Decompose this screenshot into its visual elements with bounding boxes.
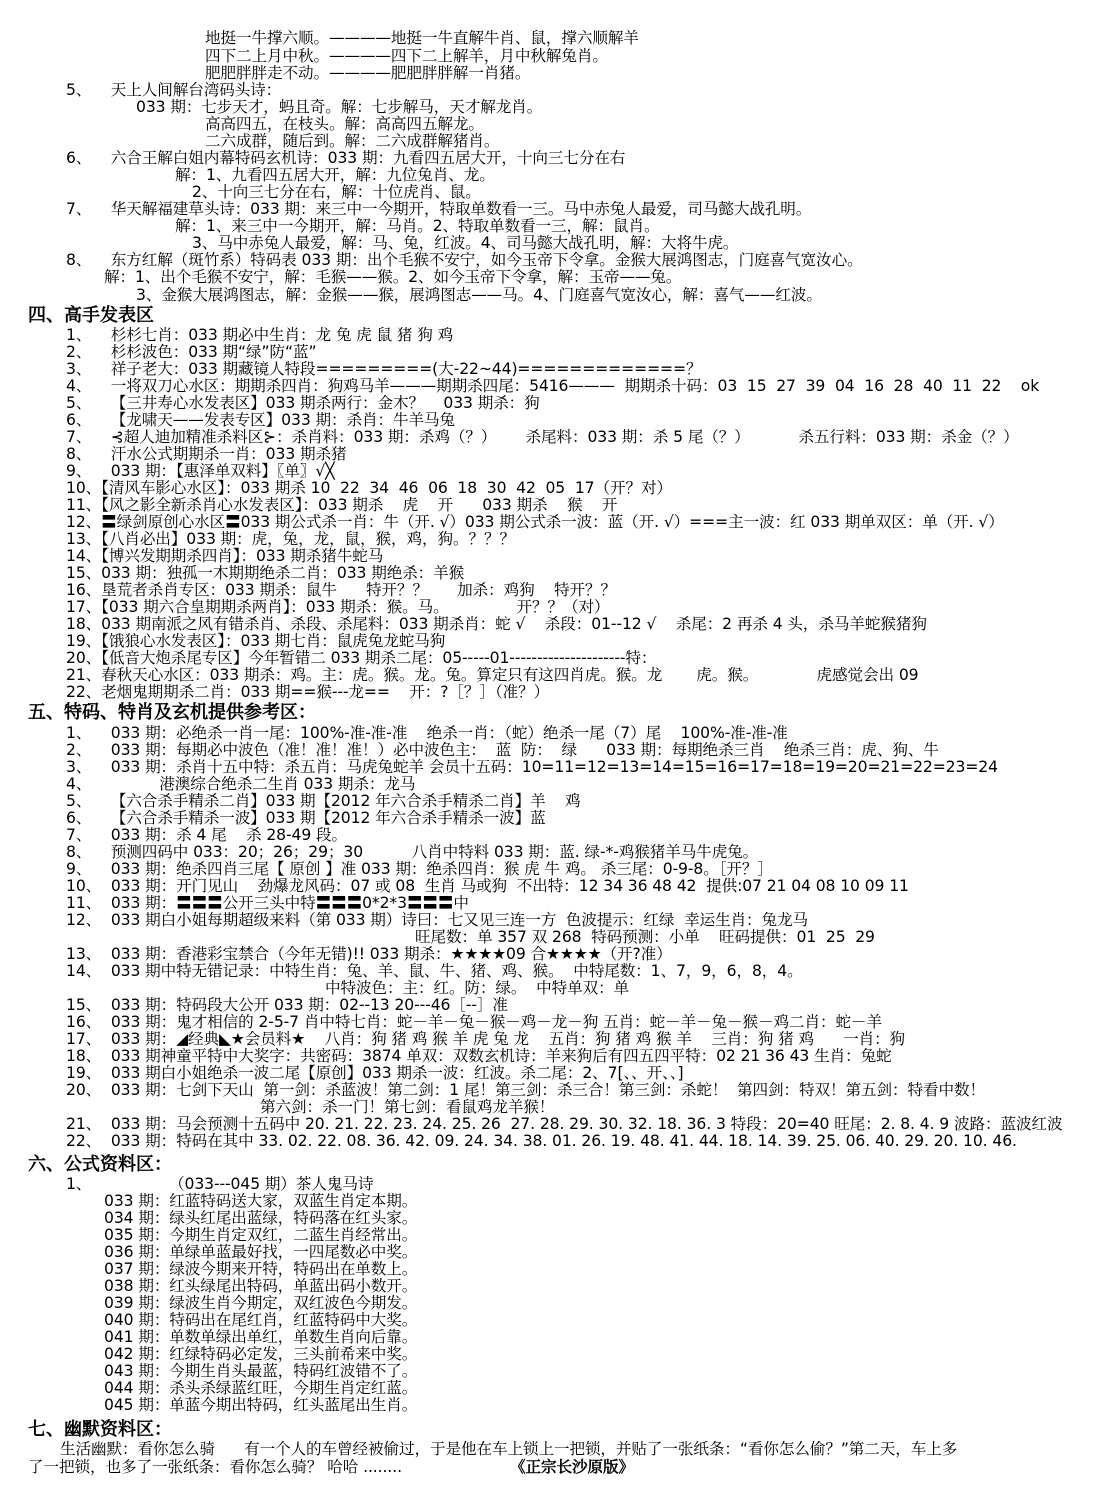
text-line: 18、 033 期神童平特中大奖字：共密码：3874 单双：双数玄机诗：羊来狗后有四五四平特：02 21 36 43 生肖：兔蛇 <box>66 1047 892 1065</box>
text-line: 7、 华天解福建草头诗：033 期：来三中一今期开，特取单数看一三。马中赤兔人最爱，司马懿大战孔明。 <box>66 200 812 218</box>
text-line: 22、老烟鬼期期杀二肖：033 期==猴---龙== 开：?［？］（准？） <box>66 683 550 701</box>
text-line: 2、 033 期：每期必中波色（准！准！准！）必中波色主： 蓝 防： 绿 033 期：每期绝杀三肖 绝杀三肖：虎、狗、牛 <box>66 741 939 759</box>
text-line: 中特波色：主：红。防：绿。 中特单双：单 <box>325 979 630 997</box>
text-line: 037 期：绿波今期来开特，特码出在单数上。 <box>104 1260 418 1278</box>
text-line: 034 期：绿头红尾出蓝绿，特码落在红头家。 <box>104 1209 418 1227</box>
text-line: 17、【033 期六合皇期期杀两肖】：033 期杀：猴。马。 开？？（对） <box>66 598 610 616</box>
text-line: 3、 祥子老大：033 期藏镜人特段=========(大-22~44)=============？ <box>66 360 702 378</box>
text-line: 4、 港澳综合绝杀二生肖 033 期杀：龙马 <box>66 775 416 793</box>
text-line: 4、 一将双刀心水区：期期杀四肖：狗鸡马羊———期期杀四尾：5416——— 期期杀十码：03 15 27 39 04 16 28 40 11 22 ok <box>66 377 1040 395</box>
text-line: 043 期：今期生肖头最蓝，特码红波错不了。 <box>104 1362 418 1380</box>
text-line: 16、 033 期：鬼才相信的 2-5-7 肖中特七肖：蛇－羊－兔－猴－鸡－龙－狗 五肖：蛇－羊－兔－猴－鸡二肖：蛇－羊 <box>66 1013 882 1031</box>
text-line: 二六成群，随后到。解：二六成群解猪肖。 <box>205 132 500 150</box>
text-line: 033 期：红蓝特码送大家，双蓝生肖定本期。 <box>104 1192 418 1210</box>
text-line: 21、春秋天心水区：033 期杀：鸡。主：虎。猴。龙。兔。算定只有这四肖虎。猴。龙 虎。猴。 虎感觉会出 09 <box>66 666 919 684</box>
text-line: 15、 033 期：特码段大公开 033 期：02--13 20---46［--］准 <box>66 996 508 1014</box>
text-line: 3、金猴大展鸿图志，解：金猴——猴，展鸿图志——马。4、门庭喜气宽汝心，解：喜气——红波。 <box>136 286 822 304</box>
text-line: 7、 ⊰超人迪加精准杀料区⊱：杀肖料：033 期：杀鸡（？） 杀尾料：033 期：杀 5 尾（？） 杀五行料：033 期：杀金（？） <box>66 428 1019 446</box>
text-line: 高高四五，在枝头。解：高高四五解龙。 <box>205 115 484 133</box>
text-line: 2、 杉杉波色：033 期“绿”防“蓝” <box>66 343 317 361</box>
text-line: 7、 033 期：杀 4 尾 杀 28-49 段。 <box>66 826 348 844</box>
text-line: 044 期：杀头杀绿蓝红旺，今期生肖定红蓝。 <box>104 1379 418 1397</box>
text-line: 生活幽默：看你怎么骑 有一个人的车曾经被偷过，于是他在车上锁上一把锁，并贴了一张纸条：“看你怎么偷？”第二天，车上多 <box>60 1440 958 1458</box>
section-heading: 六、公式资料区： <box>28 1154 172 1175</box>
text-line: 2、十向三七分在右，解：十位虎肖、鼠。 <box>192 183 481 201</box>
text-line: 9、 033 期：【惠泽单双料】〖单〗√╳ <box>66 462 335 480</box>
text-line: 5、 【六合杀手精杀二肖】033 期【2012 年六合杀手精杀二肖】羊 鸡 <box>66 792 581 810</box>
text-line: 8、 东方红解（斑竹系）特码表 033 期：出个毛猴不安宁，如今玉帝下令拿。金猴大展鸿图志，门庭喜气宽汝心。 <box>66 251 863 269</box>
text-line: 8、 预测四码中 033：20；26；29；30 八肖中特料 033 期：蓝. 绿-*-鸡猴猪羊马牛虎兔。 <box>66 843 759 861</box>
text-line: 13、【八肖必出】033 期：虎，兔，龙，鼠，猴，鸡，狗。？？？ <box>66 530 516 548</box>
text-line: 1、 033 期：必绝杀一肖一尾：100%-准-准-准 绝杀一肖：（蛇）绝杀一尾（7）尾 100%-准-准-准 <box>66 724 788 742</box>
text-line: 040 期：特码出在尾红肖，红蓝特码中大奖。 <box>104 1311 418 1329</box>
text-line: 旺尾数：单 357 双 268 特码预测：小单 旺码提供：01 25 29 <box>415 928 875 946</box>
text-line: 解：1、来三中一今期开，解：马肖。2、特取单数看一三，解：鼠肖。 <box>175 217 660 235</box>
text-line: 解：1、九看四五居大开，解：九位兔肖、龙。 <box>175 166 495 184</box>
section-heading: 七、幽默资料区： <box>28 1419 172 1440</box>
text-line: 035 期：今期生肖定双红，二蓝生肖经常出。 <box>104 1226 418 1244</box>
text-line: 21、 033 期：马会预测十五码中 20. 21. 22. 23. 24. 25. 26 27. 28. 29. 30. 32. 18. 36. 3 特段：20=40 旺尾：2. 8. 4. 9 波路：蓝波红波 <box>66 1115 1063 1133</box>
text-line: 11、 033 期：〓〓〓公开三头中特〓〓〓0*2*3〓〓〓中 <box>66 894 469 912</box>
text-line: 033 期：七步天才，蚂且奇。解：七步解马，天才解龙肖。 <box>136 98 543 116</box>
text-line: 20、【低音大炮杀尾专区】今年暂错二 033 期杀二尾：05-----01---------------------特： <box>66 649 657 667</box>
text-line: 038 期：红头绿尾出特码，单蓝出码小数开。 <box>104 1277 418 1295</box>
text-line: 12、〓绿剑原创心水区〓033 期公式杀一肖：牛（开. √）033 期公式杀一波：蓝（开. √）===主一波：红 033 期单双区：单（开. √） <box>66 513 1004 531</box>
text-line: 19、【饿狼心水发表区】：033 期七肖：鼠虎兔龙蛇马狗 <box>66 632 446 650</box>
text-line: 解：1、出个毛猴不安宁，解：毛猴——猴。2、如今玉帝下令拿，解：玉帝——兔。 <box>104 268 682 286</box>
text-line: 10、 033 期：开门见山 劲爆龙风码：07 或 08 生肖 马或狗 不出特：12 34 36 48 42 提供:07 21 04 08 10 09 11 <box>66 877 909 895</box>
text-line: 036 期：单绿单蓝最好找，一四尾数必中奖。 <box>104 1243 418 1261</box>
text-line: 13、 033 期：香港彩宝禁合（今年无错)!! 033 期杀：★★★★09 合★★★★（开?准） <box>66 945 672 963</box>
text-line: 5、 【三井寿心水发表区】033 期杀两行：金木？ 033 期杀：狗 <box>66 394 540 412</box>
text-line: 16、垦荒者杀肖专区：033 期杀：鼠牛 特开？？ 加杀：鸡狗 特开？？ <box>66 581 617 599</box>
text-line: 3、马中赤兔人最爱，解：马、兔，红波。4、司马懿大战孔明，解：大将牛虎。 <box>192 234 739 252</box>
text-line: 18、033 期南派之风有错杀肖、杀段、杀尾料：033 期杀肖：蛇 √ 杀段：01--12 √ 杀尾：2 再杀 4 头，杀马羊蛇猴猪狗 <box>66 615 927 633</box>
text-line: 8、 汗水公式期期杀一肖：033 期杀猪 <box>66 445 347 463</box>
text-line: 19、 033 期白小姐绝杀一波二尾【原创】033 期杀一波：红波。杀二尾：2、7[、、开、、] <box>66 1064 684 1082</box>
text-line: 12、 033 期白小姐每期超级来料（第 033 期）诗曰：七又见三连一方 色波提示：红绿 幸运生肖：兔龙马 <box>66 911 809 929</box>
text-line: 20、 033 期：七剑下天山 第一剑：杀蓝波！第二剑：1 尾！第三剑：杀三合！第三剑：杀蛇！ 第四剑：特双！第五剑：特看中数！ <box>66 1081 985 1099</box>
text-line: 042 期：红绿特码必定发，三头前希来中奖。 <box>104 1345 418 1363</box>
text-line: 5、 天上人间解台湾码头诗： <box>66 81 282 99</box>
text-line: 039 期：绿波生肖今期定，双红波色今期发。 <box>104 1294 418 1312</box>
text-line: 9、 033 期：绝杀四肖三尾【 原创 】准 033 期：绝杀四肖：猴 虎 牛 鸡。 杀三尾：0-9-8。［开？］ <box>66 860 773 878</box>
section-heading: 五、特码、特肖及玄机提供参考区： <box>28 702 316 723</box>
text-line: 3、 033 期：杀肖十五中特：杀五肖：马虎兔蛇羊 会员十五码：10=11=12=13=14=15=16=17=18=19=20=21=22=23=24 <box>66 758 998 776</box>
text-line: 1、 （033---045 期）茶人鬼马诗 <box>66 1175 374 1193</box>
text-line: 11、【风之影全新杀肖心水发表区】：033 期杀 虎 开 033 期杀 猴 开 <box>66 496 618 514</box>
source-credit: 《正宗长沙原版》 <box>510 1458 634 1476</box>
text-line: 6、 【龙啸天——发表专区】033 期：杀肖：牛羊马兔 <box>66 411 455 429</box>
text-line: 6、 【六合杀手精杀一波】033 期【2012 年六合杀手精杀一波】蓝 <box>66 809 546 827</box>
text-line: 14、【博兴发期期杀四肖】：033 期杀猪牛蛇马 <box>66 547 384 565</box>
text-line: 第六剑：杀一门！第七剑：看鼠鸡龙羊猴！ <box>260 1098 555 1116</box>
text-line: 了一把锁，也多了一张纸条：看你怎么骑？ 哈哈 ........ <box>28 1458 402 1476</box>
text-line: 15、033 期：独孤一木期期绝杀二肖：033 期绝杀：羊猴 <box>66 564 465 582</box>
text-line: 肥肥胖胖走不动。————肥肥胖胖解一肖猪。 <box>205 64 531 82</box>
text-line: 045 期：单蓝今期出特码，红头蓝尾出生肖。 <box>104 1396 418 1414</box>
text-line: 10、【清风车影心水区】：033 期杀 10 22 34 46 06 18 30 42 05 17（开？对） <box>66 479 672 497</box>
text-line: 四下二上月中秋。————四下二上解羊，月中秋解兔肖。 <box>205 47 608 65</box>
text-line: 6、 六合王解白姐内幕特码玄机诗：033 期：九看四五居大开，十向三七分在右 <box>66 149 626 167</box>
section-heading: 四、高手发表区 <box>28 305 154 326</box>
text-line: 14、 033 期中特无错记录：中特生肖：兔、羊、鼠、牛、猪、鸡、猴。 中特尾数：1、7，9，6，8，4。 <box>66 962 803 980</box>
text-line: 1、 杉杉七肖：033 期必中生肖：龙 兔 虎 鼠 猪 狗 鸡 <box>66 326 454 344</box>
text-line: 041 期：单数单绿出单红，单数生肖向后靠。 <box>104 1328 418 1346</box>
text-line: 17、 033 期：◢经典◣★会员料★ 八肖：狗 猪 鸡 猴 羊 虎 兔 龙 五肖：狗 猪 鸡 猴 羊 三肖：狗 猪 鸡 一肖：狗 <box>66 1030 906 1048</box>
text-line: 地挺一牛撑六顺。————地挺一牛直解牛肖、鼠，撑六顺解羊 <box>205 29 639 47</box>
text-line: 22、 033 期：特码在其中 33. 02. 22. 08. 36. 42. 09. 24. 34. 38. 01. 26. 19. 48. 41. 44. 18. 14. 39. 25. 06. 40. 29. 20. 10. 46. <box>66 1132 1017 1150</box>
